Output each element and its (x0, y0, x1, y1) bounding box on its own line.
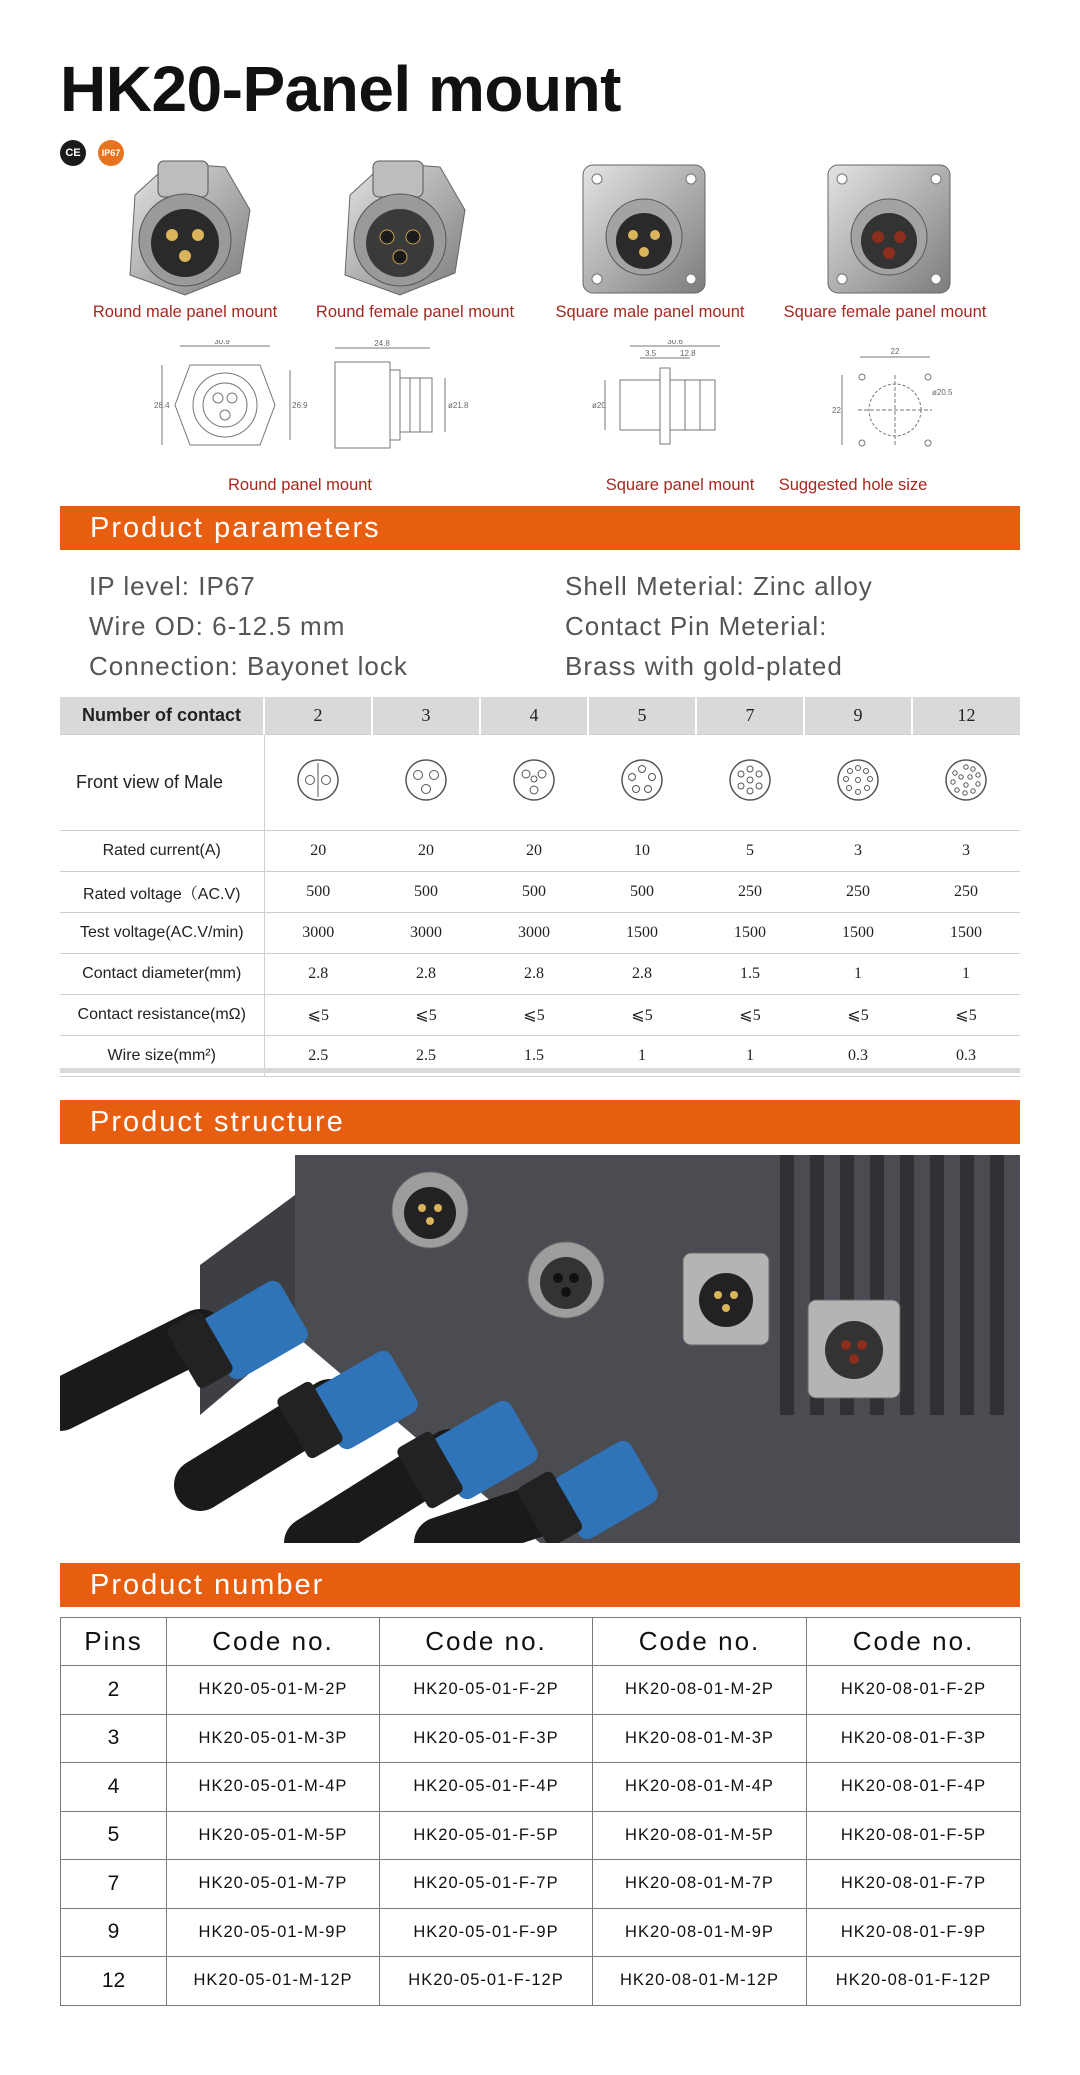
spec-value: 2.8 (264, 954, 372, 995)
code-no: HK20-08-01-M-5P (593, 1811, 807, 1860)
spec-value: ⩽5 (696, 995, 804, 1036)
spec-value: 2.5 (372, 1036, 480, 1077)
code-no: HK20-05-01-F-12P (380, 1957, 593, 2006)
spec-value: 2.5 (264, 1036, 372, 1077)
dim-label: 22 (832, 406, 841, 415)
spec-value: 250 (696, 872, 804, 913)
code-no: HK20-05-01-F-4P (380, 1763, 593, 1812)
pn-header: Code no. (593, 1618, 807, 1666)
param-pin-plating: Brass with gold-plated (565, 651, 843, 681)
spec-row-label: Contact resistance(mΩ) (60, 995, 264, 1036)
dim-label: 12.8 (680, 349, 696, 358)
spec-value: ⩽5 (912, 995, 1020, 1036)
code-no: HK20-08-01-M-7P (593, 1860, 807, 1909)
spec-value: 5 (696, 831, 804, 872)
page-title: HK20-Panel mount (60, 53, 621, 125)
spec-value: 20 (480, 831, 588, 872)
contact-count: 2 (264, 697, 372, 735)
dim-label: 30.6 (667, 340, 683, 346)
contact-count: 7 (696, 697, 804, 735)
spec-value: 3000 (264, 913, 372, 954)
pin-count: 3 (61, 1714, 167, 1763)
spec-value: 3000 (372, 913, 480, 954)
spec-value: 500 (480, 872, 588, 913)
table-row (61, 1714, 1021, 1763)
dim-label: 3.5 (645, 349, 657, 358)
square-male-panel-mount-image (555, 155, 725, 305)
dim-label: ø21.8 (448, 401, 469, 410)
product-label: Round female panel mount (315, 303, 515, 321)
code-no: HK20-05-01-M-12P (167, 1957, 380, 2006)
pin-count: 12 (61, 1957, 167, 2006)
code-no: HK20-08-01-M-4P (593, 1763, 807, 1812)
param-shell-material: Shell Meterial: Zinc alloy (565, 571, 873, 601)
spec-value: 1.5 (480, 1036, 588, 1077)
ip67-badge: IP67 (98, 140, 124, 166)
spec-row-label: Test voltage(AC.V/min) (60, 913, 264, 954)
spec-value: 500 (588, 872, 696, 913)
pin-layout-7-icon (727, 757, 773, 803)
spec-row (60, 954, 1020, 995)
spec-row-label: Rated voltage（AC.V) (60, 872, 264, 913)
product-label: Square female panel mount (783, 303, 987, 321)
pin-count: 9 (61, 1908, 167, 1957)
round-panel-mount-drawing (150, 340, 480, 470)
spec-value: 1500 (588, 913, 696, 954)
pn-header: Pins (61, 1618, 167, 1666)
spec-row (60, 995, 1020, 1036)
dim-label: 22 (890, 347, 900, 356)
round-male-panel-mount-image (100, 155, 270, 305)
section-header-number: Product number (60, 1563, 1020, 1607)
square-panel-mount-drawing (590, 340, 750, 470)
drawing-label: Round panel mount (227, 476, 373, 494)
pin-layout-5-icon (619, 757, 665, 803)
code-no: HK20-08-01-M-12P (593, 1957, 807, 2006)
code-no: HK20-05-01-M-9P (167, 1908, 380, 1957)
param-pin-material: Contact Pin Meterial: (565, 611, 828, 641)
code-no: HK20-08-01-M-3P (593, 1714, 807, 1763)
pn-header: Code no. (380, 1618, 593, 1666)
contact-count: 4 (480, 697, 588, 735)
front-view-label: Front view of Male (60, 735, 264, 831)
pin-layout-9-icon (835, 757, 881, 803)
suggested-hole-drawing (820, 345, 970, 465)
section-header-parameters: Product parameters (60, 506, 1020, 550)
spec-value: ⩽5 (480, 995, 588, 1036)
contact-count: 12 (912, 697, 1020, 735)
spec-value: 20 (372, 831, 480, 872)
dim-label: ø20.5 (932, 388, 953, 397)
param-wire-od: Wire OD: 6-12.5 mm (89, 611, 346, 641)
spec-value: 3 (912, 831, 1020, 872)
code-no: HK20-08-01-F-3P (807, 1714, 1021, 1763)
pin-count: 4 (61, 1763, 167, 1812)
pin-count: 5 (61, 1811, 167, 1860)
spec-value: 3000 (480, 913, 588, 954)
contact-count: 9 (804, 697, 912, 735)
dim-label: 24.8 (374, 340, 390, 348)
spec-row (60, 831, 1020, 872)
ce-badge: CE (60, 140, 86, 166)
code-no: HK20-05-01-F-7P (380, 1860, 593, 1909)
code-no: HK20-08-01-F-9P (807, 1908, 1021, 1957)
dim-label: 30.9 (214, 340, 230, 346)
pin-layout-12-icon (943, 757, 989, 803)
spec-value: 1500 (912, 913, 1020, 954)
product-structure-photo (60, 1155, 1020, 1543)
code-no: HK20-05-01-M-5P (167, 1811, 380, 1860)
pin-count: 2 (61, 1666, 167, 1715)
product-number-table (60, 1617, 1021, 2006)
spec-value: 1500 (696, 913, 804, 954)
code-no: HK20-08-01-F-5P (807, 1811, 1021, 1860)
spec-value: 0.3 (912, 1036, 1020, 1077)
spec-value: 250 (912, 872, 1020, 913)
table-row (61, 1908, 1021, 1957)
spec-header-label: Number of contact (60, 697, 264, 735)
pn-header: Code no. (167, 1618, 380, 1666)
code-no: HK20-08-01-F-7P (807, 1860, 1021, 1909)
pn-header: Code no. (807, 1618, 1021, 1666)
pn-header-row (61, 1618, 1021, 1666)
product-label: Square male panel mount (555, 303, 745, 321)
table-row (61, 1860, 1021, 1909)
param-ip-level: IP level: IP67 (89, 571, 256, 601)
code-no: HK20-05-01-M-3P (167, 1714, 380, 1763)
pin-layout-2-icon (295, 757, 341, 803)
code-no: HK20-05-01-M-7P (167, 1860, 380, 1909)
table-row (61, 1763, 1021, 1812)
drawing-label: Suggested hole size (778, 476, 928, 494)
spec-row (60, 913, 1020, 954)
table-row (61, 1811, 1021, 1860)
pin-count: 7 (61, 1860, 167, 1909)
drawing-label: Square panel mount (605, 476, 755, 494)
spec-value: 500 (372, 872, 480, 913)
spec-value: ⩽5 (804, 995, 912, 1036)
spec-row-label: Contact diameter(mm) (60, 954, 264, 995)
code-no: HK20-05-01-F-3P (380, 1714, 593, 1763)
spec-value: 1 (588, 1036, 696, 1077)
spec-value: 20 (264, 831, 372, 872)
table-row (61, 1957, 1021, 2006)
spec-header-row (60, 697, 1020, 735)
spec-value: ⩽5 (372, 995, 480, 1036)
spec-value: 1 (804, 954, 912, 995)
spec-value: 2.8 (588, 954, 696, 995)
code-no: HK20-08-01-M-2P (593, 1666, 807, 1715)
spec-table-bottom-rule (60, 1068, 1020, 1073)
pin-layout-3-icon (403, 757, 449, 803)
spec-row-label: Wire size(mm²) (60, 1036, 264, 1077)
param-connection: Connection: Bayonet lock (89, 651, 408, 681)
contact-count: 5 (588, 697, 696, 735)
contact-count: 3 (372, 697, 480, 735)
code-no: HK20-05-01-F-5P (380, 1811, 593, 1860)
code-no: HK20-05-01-F-2P (380, 1666, 593, 1715)
spec-value: 500 (264, 872, 372, 913)
code-no: HK20-08-01-F-12P (807, 1957, 1021, 2006)
spec-row (60, 872, 1020, 913)
spec-value: 10 (588, 831, 696, 872)
code-no: HK20-05-01-M-4P (167, 1763, 380, 1812)
spec-value: 250 (804, 872, 912, 913)
spec-value: 2.8 (480, 954, 588, 995)
spec-value: 2.8 (372, 954, 480, 995)
dim-label: 26.9 (292, 401, 308, 410)
spec-value: 1 (696, 1036, 804, 1077)
spec-table (60, 697, 1020, 1077)
pin-layout-4-icon (511, 757, 557, 803)
table-row (61, 1666, 1021, 1715)
spec-row-label: Rated current(A) (60, 831, 264, 872)
dim-label: 28.4 (154, 401, 170, 410)
front-view-row (60, 735, 1020, 831)
spec-value: ⩽5 (264, 995, 372, 1036)
spec-value: 1 (912, 954, 1020, 995)
dim-label: ø20 (592, 401, 606, 410)
spec-value: 1.5 (696, 954, 804, 995)
spec-value: 3 (804, 831, 912, 872)
code-no: HK20-05-01-F-9P (380, 1908, 593, 1957)
round-female-panel-mount-image (315, 155, 485, 305)
code-no: HK20-05-01-M-2P (167, 1666, 380, 1715)
square-female-panel-mount-image (800, 155, 970, 305)
product-label: Round male panel mount (92, 303, 278, 321)
spec-value: 0.3 (804, 1036, 912, 1077)
code-no: HK20-08-01-F-4P (807, 1763, 1021, 1812)
spec-value: ⩽5 (588, 995, 696, 1036)
spec-value: 1500 (804, 913, 912, 954)
section-header-structure: Product structure (60, 1100, 1020, 1144)
code-no: HK20-08-01-F-2P (807, 1666, 1021, 1715)
code-no: HK20-08-01-M-9P (593, 1908, 807, 1957)
